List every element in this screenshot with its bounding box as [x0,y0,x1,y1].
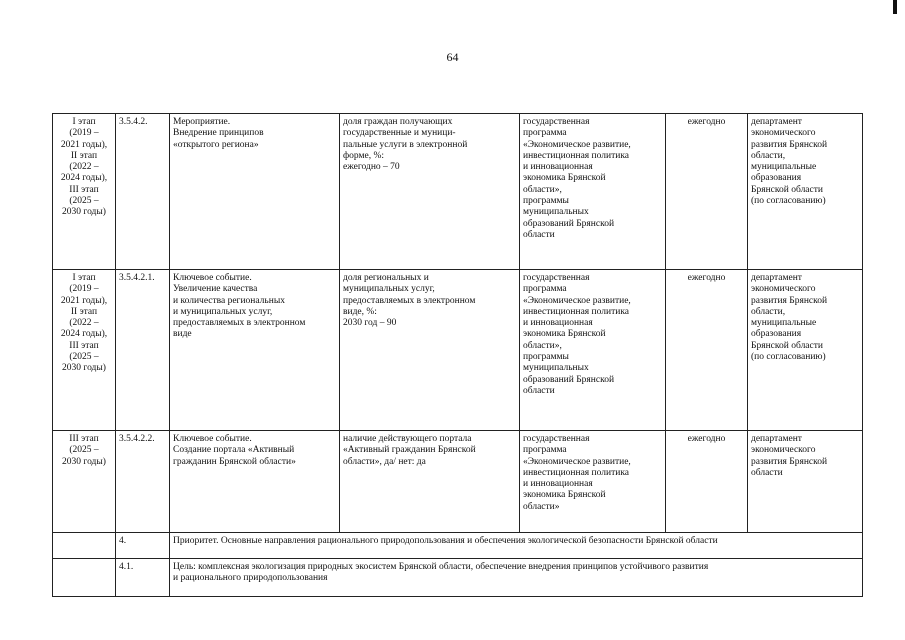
event-cell: Мероприятие. Внедрение принципов «открытого региона» [170,114,340,270]
executor-cell: департамент экономического развития Брянской области [748,431,863,533]
code-cell: 3.5.4.2.2. [116,431,170,533]
frequency-cell: ежегодно [666,270,748,431]
program-cell: государственная программа «Экономическое развитие, инвестиционная политика и инновационная экономика Брянской области», программы муниципальных образований Брянской области [520,114,666,270]
plan-table [52,113,863,597]
priority-code-cell: 4. [116,533,170,559]
code-cell: 3.5.4.2.1. [116,270,170,431]
executor-cell: департамент экономического развития Брянской области, муниципальные образования Брянской области (по согласованию) [748,270,863,431]
page-number: 64 [446,50,459,64]
frequency-cell: ежегодно [666,114,748,270]
frequency-cell: ежегодно [666,431,748,533]
table-row [53,114,863,270]
page-edge-mark [893,0,897,14]
goal-code-cell: 4.1. [116,559,170,597]
priority-row [53,533,863,559]
goal-text-cell: Цель: комплексная экологизация природных экосистем Брянской области, обеспечение внедрения принципов устойчивого развития и рационального природопользования [170,559,863,597]
priority-text-cell: Приоритет. Основные направления рационального природопользования и обеспечения экологической безопасности Брянской области [170,533,863,559]
indicator-cell: доля граждан получающих государственные и муници- пальные услуги в электронной форме, %: ежегодно – 70 [340,114,520,270]
executor-cell: департамент экономического развития Брянской области, муниципальные образования Брянской области (по согласованию) [748,114,863,270]
indicator-cell: доля региональных и муниципальных услуг, предоставляемых в электронном виде, %: 2030 год – 90 [340,270,520,431]
stage-cell: I этап (2019 – 2021 годы), II этап (2022 – 2024 годы), III этап (2025 – 2030 годы) [53,270,116,431]
code-cell: 3.5.4.2. [116,114,170,270]
table-row [53,270,863,431]
goal-row [53,559,863,597]
empty-stage-cell [53,559,116,597]
program-cell: государственная программа «Экономическое развитие, инвестиционная политика и инновационная экономика Брянской области» [520,431,666,533]
stage-cell: I этап (2019 – 2021 годы), II этап (2022 – 2024 годы), III этап (2025 – 2030 годы) [53,114,116,270]
event-cell: Ключевое событие. Создание портала «Активный гражданин Брянской области» [170,431,340,533]
empty-stage-cell [53,533,116,559]
event-cell: Ключевое событие. Увеличение качества и количества региональных и муниципальных услуг, предоставляемых в электронном виде [170,270,340,431]
indicator-cell: наличие действующего портала «Активный гражданин Брянской области», да/ нет: да [340,431,520,533]
table-row [53,431,863,533]
stage-cell: III этап (2025 – 2030 годы) [53,431,116,533]
program-cell: государственная программа «Экономическое развитие, инвестиционная политика и инновационная экономика Брянской области», программы муниципальных образований Брянской области [520,270,666,431]
